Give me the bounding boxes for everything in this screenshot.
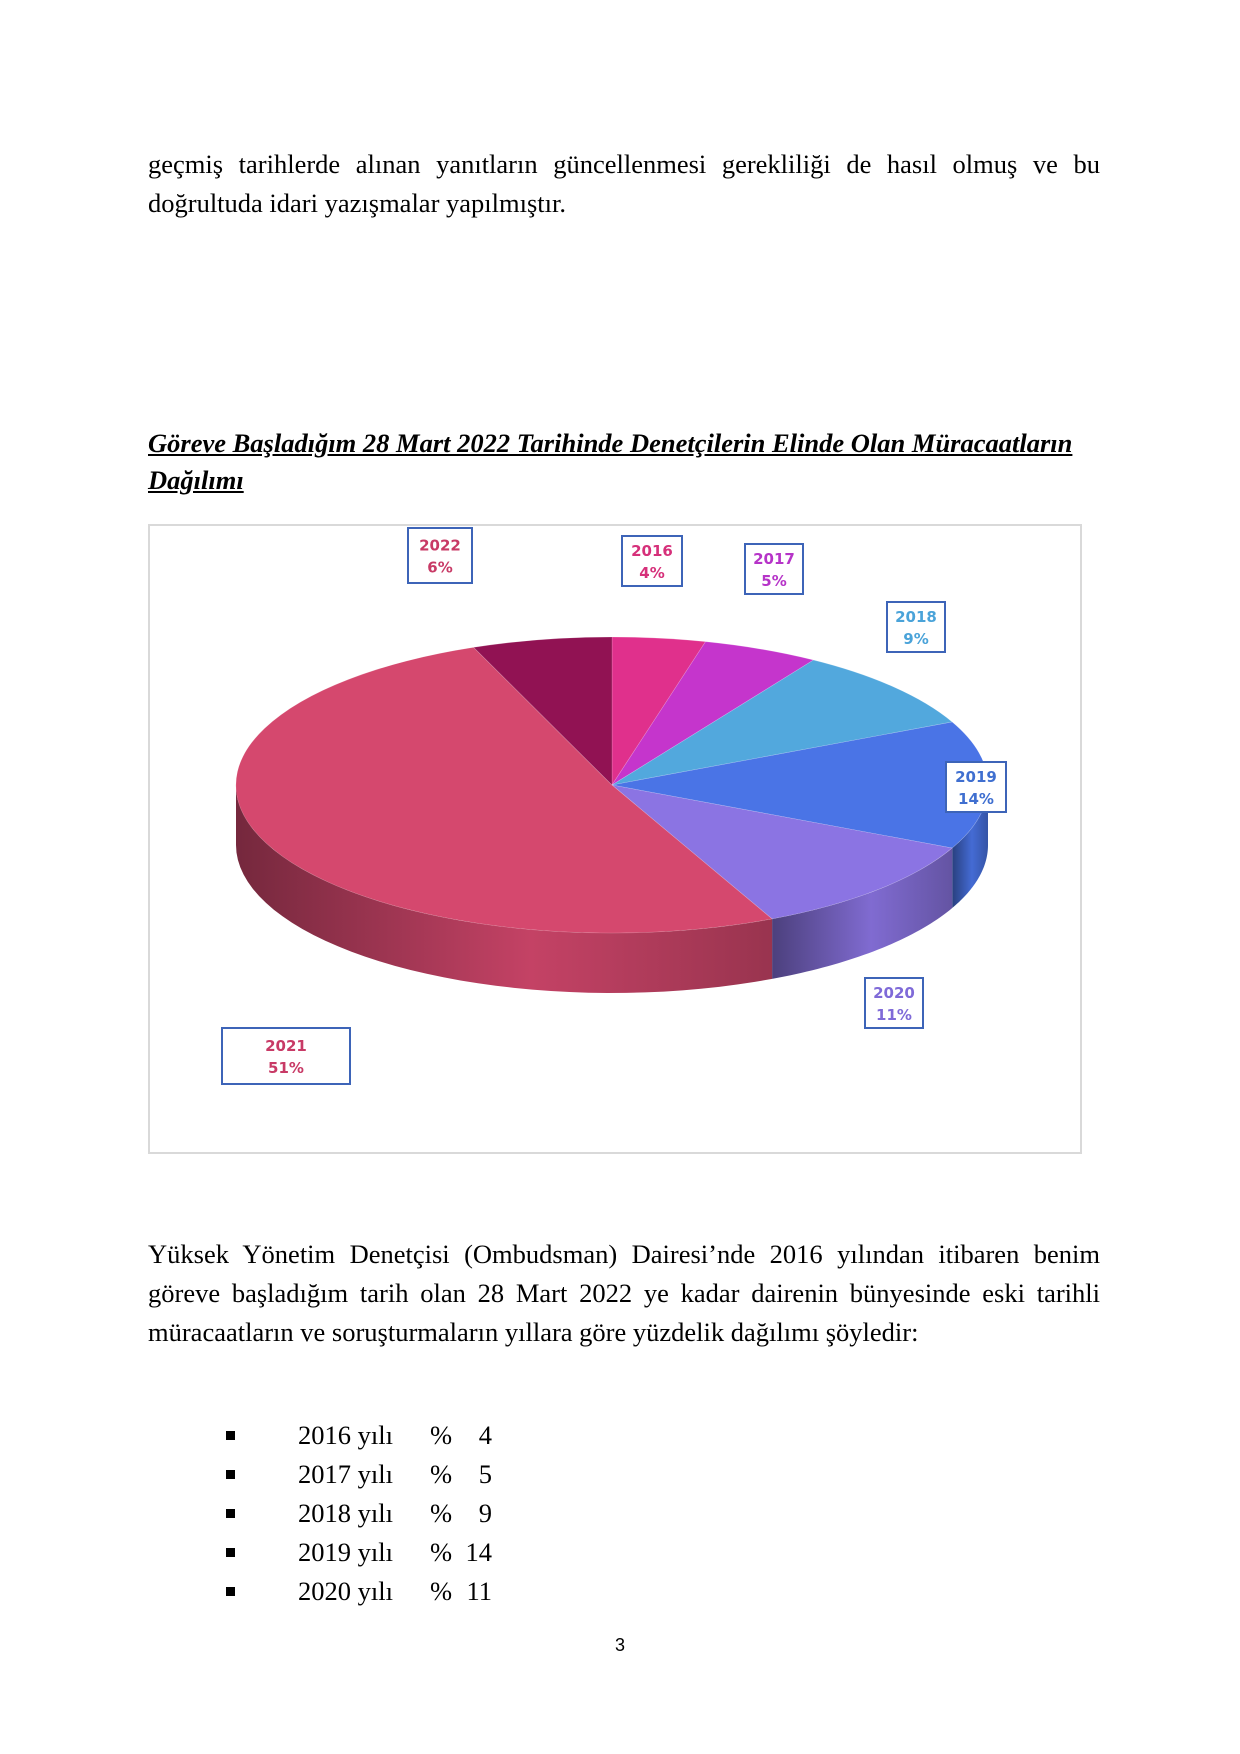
data-label-value: 5%: [761, 572, 787, 590]
list-item-value: 14: [465, 1537, 492, 1567]
list-item-percent-sign: %: [430, 1537, 453, 1567]
page-number: 3: [614, 1635, 625, 1655]
data-label-category: 2020: [873, 984, 915, 1002]
bullet-icon: [226, 1470, 235, 1479]
pie-chart: [148, 524, 1082, 1154]
list-item-year: 2017 yılı: [298, 1459, 393, 1489]
data-label-category: 2017: [753, 550, 795, 568]
data-label-category: 2021: [265, 1037, 307, 1055]
data-label-value: 6%: [427, 558, 453, 577]
list-item-year: 2018 yılı: [298, 1498, 393, 1528]
data-label-2022: [408, 528, 472, 583]
list-item-value: 5: [478, 1459, 492, 1489]
bullet-icon: [226, 1548, 235, 1557]
bullet-icon: [226, 1587, 235, 1596]
data-label-category: 2019: [955, 768, 997, 786]
data-label-category: 2016: [631, 542, 673, 560]
list-item-percent-sign: %: [430, 1576, 453, 1606]
list-item-value: 9: [478, 1498, 492, 1528]
data-label-2019: [946, 762, 1006, 812]
data-label-2016: [622, 536, 682, 586]
bullet-icon: [226, 1431, 235, 1440]
list-item-year: 2016 yılı: [298, 1420, 393, 1450]
intro-paragraph: geçmiş tarihlerde alınan yanıtların güncellenmesi gerekliliği de hasıl olmuş ve bu doğrultuda idari yazışmalar yapılmıştır.: [148, 149, 1100, 218]
pie-chart-canvas: [150, 526, 1080, 1152]
list-item-year: 2019 yılı: [298, 1537, 393, 1567]
data-label-2017: [745, 544, 803, 594]
section-heading: Göreve Başladığım 28 Mart 2022 Tarihinde Denetçilerin Elinde Olan Müracaatların Dağılımı: [148, 428, 1073, 495]
list-item-year: 2020 yılı: [298, 1576, 393, 1606]
data-label-value: 14%: [958, 790, 994, 808]
data-label-category: 2018: [895, 608, 937, 626]
list-item-value: 11: [466, 1576, 492, 1606]
data-label-value: 9%: [903, 630, 929, 648]
data-label-value: 51%: [268, 1059, 304, 1077]
data-label-2020: [865, 978, 923, 1028]
body-paragraph: Yüksek Yönetim Denetçisi (Ombudsman) Dairesi’nde 2016 yılından itibaren benim göreve başladığım tarih olan 28 Mart 2022 ye kadar dairenin bünyesinde eski tarihli müracaatların ve soruşturmaların yıllara göre yüzdelik dağılımı şöyledir:: [148, 1239, 1100, 1347]
pie-top: [236, 637, 988, 933]
bullet-icon: [226, 1509, 235, 1518]
data-label-value: 11%: [876, 1006, 912, 1024]
data-label-category: 2022: [419, 536, 461, 555]
list-item-percent-sign: %: [430, 1420, 453, 1450]
data-label-2018: [887, 602, 945, 652]
list-item-percent-sign: %: [430, 1459, 453, 1489]
data-label-value: 4%: [639, 564, 665, 582]
data-label-2021: [222, 1028, 350, 1084]
list-item-value: 4: [478, 1420, 492, 1450]
list-item-percent-sign: %: [430, 1498, 453, 1528]
